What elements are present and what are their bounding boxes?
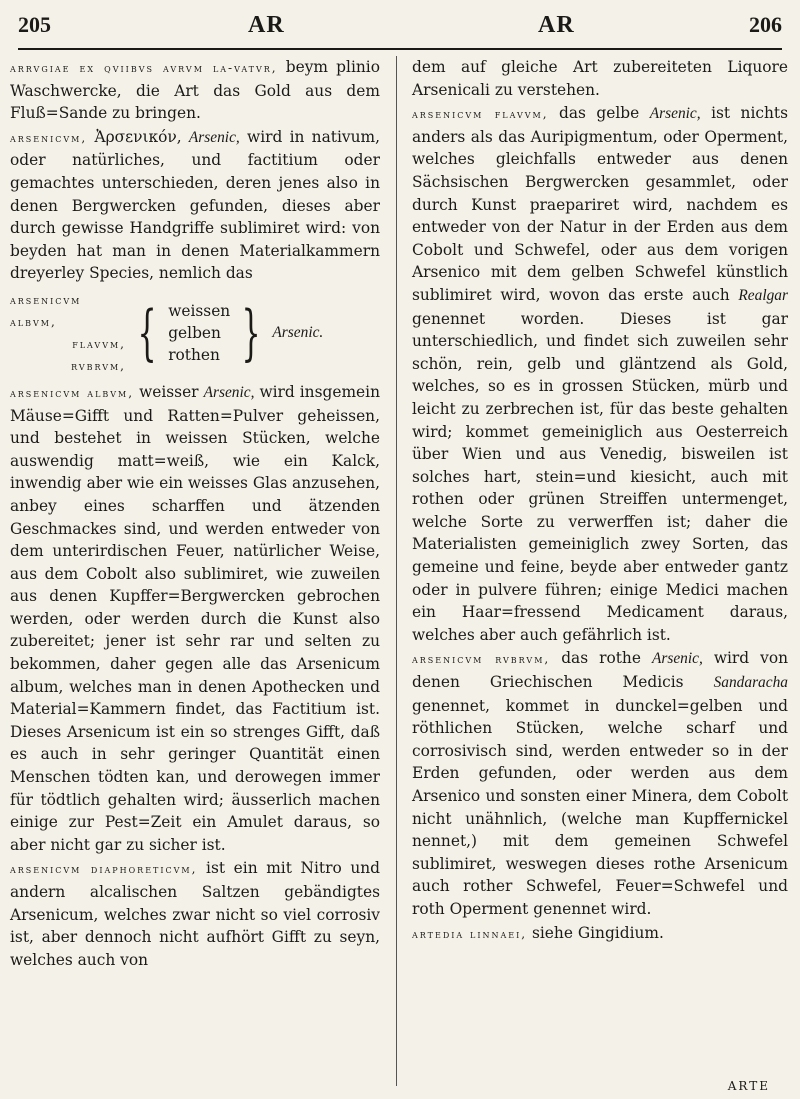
italic-term: Realgar xyxy=(738,286,788,304)
italic-term: Arsenic, xyxy=(188,128,240,146)
left-brace: { xyxy=(137,297,157,368)
entry-text: ist nichts anders als das Auripigmentum, oder Operment, welches gleichfalls entweder aus denen Sächsischen Bergwercken gesammlet, oder durch Kunst praepariret wird, nachdem es entweder von der Natur in der Erden aus dem Cobolt und Schwefel, oder aus dem vorigen Arsenico mit dem gelben Schwefel künstlich sublimiret wird, wovon das erste auch xyxy=(412,104,788,304)
column-divider xyxy=(396,56,397,1086)
entry-head: arsenicvm albvm, xyxy=(10,385,135,400)
entry-arsenicum xyxy=(10,126,380,285)
bracket-word: gelben xyxy=(168,323,221,342)
entry-arsenicum-rubrum xyxy=(412,647,788,920)
left-page-number: 205 xyxy=(18,12,51,37)
right-catchword: AR xyxy=(538,12,575,38)
entry-head: arsenicvm rvbrvm, xyxy=(412,652,551,667)
bracket-german-list xyxy=(168,300,230,366)
italic-term: Arsenic, xyxy=(651,650,703,668)
entry-head-german: das gelbe xyxy=(559,104,640,123)
entry-head: arsenicvm diaphoreticvm, xyxy=(10,862,198,877)
entry-head: artedia linnaei, xyxy=(412,926,528,941)
right-brace: } xyxy=(241,297,261,368)
entry-text: beym plinio Waschwercke, die Art das Gold aus dem Fluß=Sande zu bringen. xyxy=(10,58,380,123)
running-header xyxy=(18,12,782,46)
italic-term: Sandaracha xyxy=(713,674,788,692)
bracket-item: arsenicvm albvm, xyxy=(10,292,82,329)
italic-term: Arsenic, xyxy=(649,105,701,123)
left-column xyxy=(10,56,380,972)
left-catchword: AR xyxy=(248,12,285,38)
entry-head: arrvgiae ex qviibvs avrvm la-vatvr, xyxy=(10,61,278,75)
entry-text: wird in nativum, oder natürliches, und factitium oder gemachtes unterschieden, deren jenes also in denen Bergwercken gefunden, dieses aber durch gewisse Handgriffe sublimiret wird: von beyden hat man in denen Materialkammern dreyerley Species, nemlich das xyxy=(10,127,380,283)
bracket-term: Arsenic. xyxy=(272,323,324,341)
header-rule xyxy=(18,48,782,50)
entry-text: siehe Gingidium. xyxy=(531,923,664,942)
entry-head: arsenicvm, xyxy=(10,130,88,145)
entry-text: genennet, kommet in dunckel=gelben und röthlichen Stücken, welche scharf und corrosivisch sind, werden entweder so in der Erden gefunden, oder werden aus dem Arsenico und sonsten einer Minera, dem Cobolt nicht unähnlich, (welche man Kupffernickel nennet,) mit dem gemeinen Schwefel sublimiret, weswegen dieses rothe Arsenicum auch rother Schwefel, Feuer=Schwefel und roth Operment genennet wird. xyxy=(412,696,788,918)
entry-artedia xyxy=(412,922,788,946)
entry-text: ist ein mit Nitro und andern alcalischen Saltzen gebändigtes Arsenicum, welches zwar nicht so viel corrosiv ist, aber dennoch nicht aufhört Gifft zu seyn, welches auch von xyxy=(10,859,380,969)
bracket-word: weissen xyxy=(168,301,231,320)
entry-text: wird insgemein Mäuse=Gifft und Ratten=Pulver geheissen, und bestehet in weissen Stücken, welche auswendig matt=weiß, wie ein Kalck, inwendig aber wie ein weisses Glas anzusehen, anbey eines scharffen und ätzenden Geschmackes sind, und werden entweder von dem unterirdischen Feuer, natürlicher Weise, aus dem Cobolt also sublimiret, wie zuweilen aus denen Kupffer=Bergwercken gebrochen werden, oder werden durch die Kunst also zubereitet; jener ist sehr rar und selten zu bekommen, daher gegen alle das Arsenicum album, welches man in denen Apothecken und Material=Kammern findet, das Factitium ist. Dieses Arsenicum ist ein so strenges Gifft, daß es auch in sehr geringer Quantität einen Menschen tödten kan, und derowegen immer für tödtlich gehalten wird; äusserlich machen einige zur Pest=Zeit ein Amulet daraus, so aber nicht gar zu sicher ist. xyxy=(10,382,380,854)
entry-continuation xyxy=(412,56,788,101)
entry-arsenicum-album xyxy=(10,381,380,856)
entry-head: arsenicvm flavvm, xyxy=(412,107,549,122)
bracket-item: flavvm, xyxy=(72,336,126,351)
entry-text: dem auf gleiche Art zubereiteten Liquore Arsenicali zu verstehen. xyxy=(412,58,788,99)
entry-arrugiae xyxy=(10,56,380,125)
species-bracket xyxy=(10,289,380,377)
greek-term: Ἀρσενικόν, xyxy=(94,127,182,146)
entry-head-german: weisser xyxy=(139,382,199,401)
entry-arsenicum-flavum xyxy=(412,102,788,646)
italic-term: Arsenic, xyxy=(203,383,255,401)
bracket-latin-list xyxy=(10,289,126,377)
entry-arsenicum-diaphoreticum xyxy=(10,857,380,971)
page-catchword: ARTE xyxy=(727,1079,770,1093)
entry-text: wird von denen Griechischen Medicis xyxy=(412,649,788,692)
entry-head-german: das rothe xyxy=(561,649,641,668)
right-column xyxy=(412,56,788,946)
right-page-number: 206 xyxy=(749,12,782,37)
bracket-word: rothen xyxy=(168,345,220,364)
bracket-item: rvbrvm, xyxy=(71,358,126,373)
entry-text: genennet worden. Dieses ist gar unterschiedlich, und findet sich zuweilen sehr schön, rein, gelb und gläntzend als Gold, welches, so es in grossen Stücken, mürb und leicht zu zerbrechen ist, für das beste gehalten wird; kommet gemeiniglich aus Oesterreich über Wien und aus Venedig, bisweilen ist solches hart, stein=und kiesicht, auch mit rothen oder grünen Streiffen untermenget, welche Sorte zu verwerffen ist; daher die Materialisten gemeiniglich zwey Sorten, das gemeine und feine, beyde aber entweder gantz oder in pulvere führen; einige Medici machen ein Haar=fressend Medicament daraus, welches aber auch gefährlich ist. xyxy=(412,309,788,644)
